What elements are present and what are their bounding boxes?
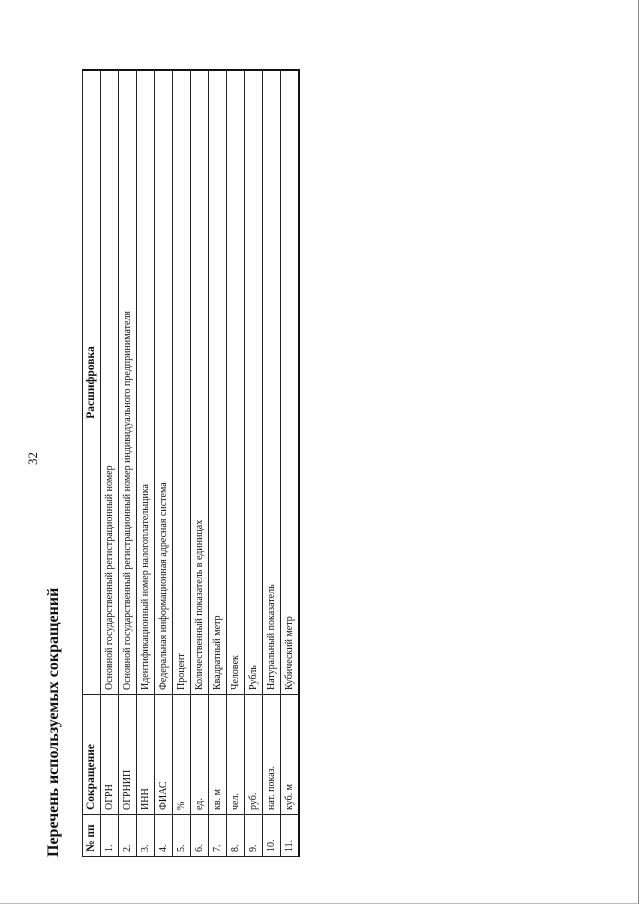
row-meaning: Человек <box>227 70 245 695</box>
header-num: № пп <box>83 815 101 857</box>
row-num: 4. <box>155 815 173 857</box>
row-num: 1. <box>101 815 119 857</box>
header-meaning: Расшифровка <box>83 70 101 695</box>
row-meaning: Рубль <box>245 70 263 695</box>
table-row <box>137 70 155 857</box>
row-num: 6. <box>191 815 209 857</box>
table-header-row <box>83 70 101 857</box>
row-abbreviation: ФИАС <box>155 695 173 815</box>
table-row <box>101 70 119 857</box>
row-meaning: Квадратный метр <box>209 70 227 695</box>
row-num: 8. <box>227 815 245 857</box>
table-row <box>227 70 245 857</box>
table-row <box>173 70 191 857</box>
row-num: 9. <box>245 815 263 857</box>
row-abbreviation: кв. м <box>209 695 227 815</box>
row-abbreviation: ИНН <box>137 695 155 815</box>
table-row <box>263 70 281 857</box>
row-meaning: Процент <box>173 70 191 695</box>
row-num: 3. <box>137 815 155 857</box>
table-row <box>209 70 227 857</box>
row-meaning: Натуральный показатель <box>263 70 281 695</box>
row-abbreviation: ОГРНИП <box>119 695 137 815</box>
row-abbreviation: нат. показ. <box>263 695 281 815</box>
row-abbreviation: руб. <box>245 695 263 815</box>
table-row <box>245 70 263 857</box>
row-abbreviation: % <box>173 695 191 815</box>
table-row <box>155 70 173 857</box>
table-row <box>119 70 137 857</box>
row-meaning: Федеральная информационная адресная система <box>155 70 173 695</box>
page-number: 32 <box>25 452 40 465</box>
row-meaning: Основной государственный регистрационный номер индивидуального предпринимателя <box>119 70 137 695</box>
row-num: 10. <box>263 815 281 857</box>
row-meaning: Идентификационный номер налогоплательщика <box>137 70 155 695</box>
row-meaning: Основной государственный регистрационный номер <box>101 70 119 695</box>
row-abbreviation: куб. м <box>281 695 300 815</box>
document-title: Перечень используемых сокращений <box>45 587 62 857</box>
row-abbreviation: ед. <box>191 695 209 815</box>
row-abbreviation: чел. <box>227 695 245 815</box>
row-abbreviation: ОГРН <box>101 695 119 815</box>
abbreviations-table <box>82 69 300 857</box>
table-row <box>191 70 209 857</box>
row-meaning: Количественный показатель в единицах <box>191 70 209 695</box>
header-abbreviation: Сокращение <box>83 695 101 815</box>
row-meaning: Кубический метр <box>281 70 300 695</box>
table-row <box>281 70 300 857</box>
row-num: 5. <box>173 815 191 857</box>
row-num: 2. <box>119 815 137 857</box>
row-num: 7. <box>209 815 227 857</box>
row-num: 11. <box>281 815 300 857</box>
